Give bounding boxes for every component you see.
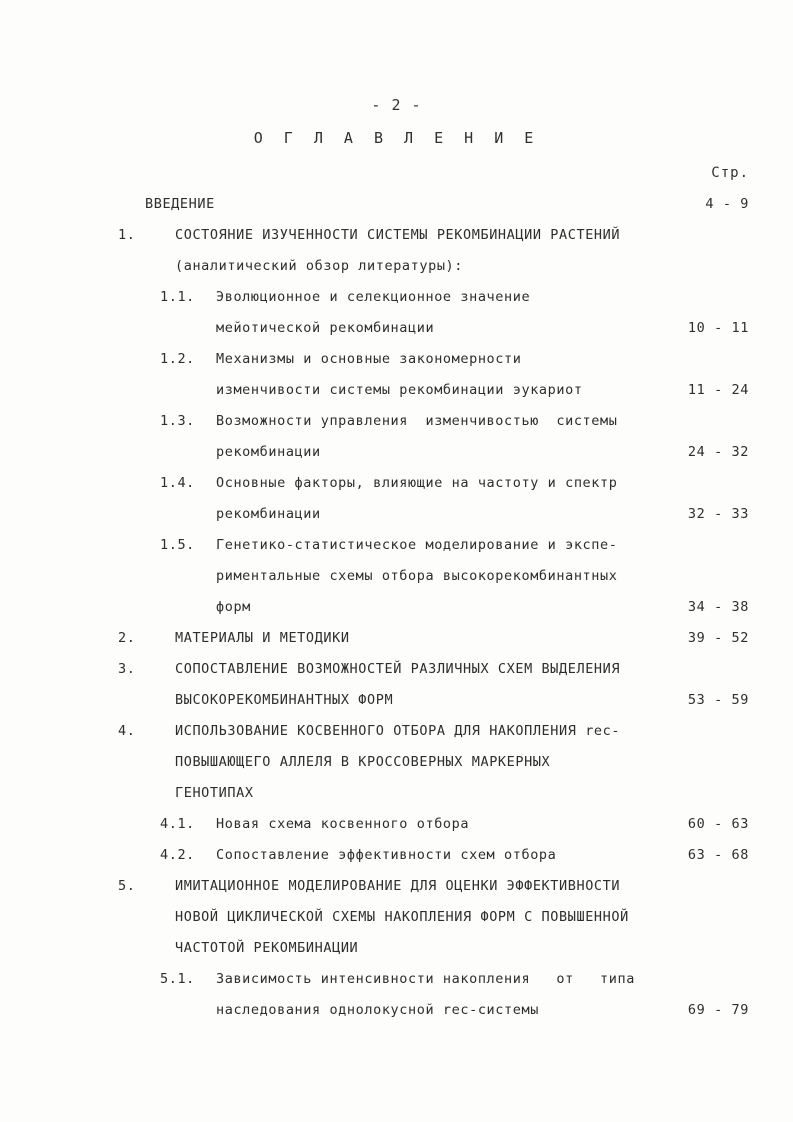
toc-entry-title: Эволюционное и селекционное значение — [216, 289, 531, 305]
toc-entry[interactable] — [0, 382, 793, 413]
toc-entry[interactable] — [0, 692, 793, 723]
toc-entry-title: ИСПОЛЬЗОВАНИЕ КОСВЕННОГО ОТБОРА ДЛЯ НАКОПЛЕНИЯ rec- — [175, 723, 621, 739]
toc-entry[interactable] — [0, 258, 793, 289]
toc-entry[interactable] — [0, 475, 793, 506]
toc-entry-number: 4. — [118, 723, 136, 739]
toc-entry-number: 5. — [118, 878, 136, 894]
table-of-contents — [0, 196, 793, 1033]
toc-entry-number: 5.1. — [160, 971, 195, 987]
toc-entry-pages: 39 - 52 — [687, 630, 749, 646]
toc-entry-title: ЧАСТОТОЙ РЕКОМБИНАЦИИ — [175, 940, 359, 956]
toc-entry-title: (аналитический обзор литературы): — [175, 258, 464, 274]
toc-entry-title: ИМИТАЦИОННОЕ МОДЕЛИРОВАНИЕ ДЛЯ ОЦЕНКИ ЭФФЕКТИВНОСТИ — [175, 878, 621, 894]
toc-entry[interactable] — [0, 227, 793, 258]
pages-column-header: Стр. — [711, 165, 749, 181]
toc-entry-number: 1.5. — [160, 537, 195, 553]
toc-entry[interactable] — [0, 413, 793, 444]
toc-entry[interactable] — [0, 289, 793, 320]
toc-entry-title: СОПОСТАВЛЕНИЕ ВОЗМОЖНОСТЕЙ РАЗЛИЧНЫХ СХЕМ ВЫДЕЛЕНИЯ — [175, 661, 621, 677]
toc-entry-title: рекомбинации — [216, 506, 321, 522]
toc-entry[interactable] — [0, 568, 793, 599]
toc-entry-title: НОВОЙ ЦИКЛИЧЕСКОЙ СХЕМЫ НАКОПЛЕНИЯ ФОРМ С ПОВЫШЕННОЙ — [175, 909, 629, 925]
toc-entry-title: Сопоставление эффективности схем отбора — [216, 847, 557, 863]
page-number: - 2 - — [371, 96, 422, 114]
toc-entry[interactable] — [0, 196, 793, 227]
toc-entry[interactable] — [0, 785, 793, 816]
toc-entry[interactable] — [0, 506, 793, 537]
toc-entry-pages: 11 - 24 — [687, 382, 749, 398]
toc-entry-title: ГЕНОТИПАХ — [175, 785, 254, 801]
toc-entry[interactable] — [0, 878, 793, 909]
toc-entry-title: риментальные схемы отбора высокорекомбинантных — [216, 568, 618, 584]
toc-entry-pages: 34 - 38 — [687, 599, 749, 615]
toc-entry-title: рекомбинации — [216, 444, 321, 460]
toc-entry[interactable] — [0, 1002, 793, 1033]
toc-entry-title: ВЫСОКОРЕКОМБИНАНТНЫХ ФОРМ — [175, 692, 394, 708]
toc-entry-title: Зависимость интенсивности накопления от типа — [216, 971, 635, 987]
toc-entry[interactable] — [0, 754, 793, 785]
toc-entry-number: 4.1. — [160, 816, 195, 832]
toc-entry-title: СОСТОЯНИЕ ИЗУЧЕННОСТИ СИСТЕМЫ РЕКОМБИНАЦИИ РАСТЕНИЙ — [175, 227, 621, 243]
toc-entry-title: Основные факторы, влияющие на частоту и спектр — [216, 475, 618, 491]
toc-entry-number: 3. — [118, 661, 136, 677]
toc-entry-number: 1.4. — [160, 475, 195, 491]
toc-entry[interactable] — [0, 351, 793, 382]
toc-entry-title: Механизмы и основные закономерности — [216, 351, 522, 367]
toc-entry[interactable] — [0, 971, 793, 1002]
toc-entry[interactable] — [0, 599, 793, 630]
toc-entry-pages: 4 - 9 — [705, 196, 749, 212]
toc-entry-title: Генетико-статистическое моделирование и экспе- — [216, 537, 618, 553]
toc-entry-number: 1.2. — [160, 351, 195, 367]
toc-entry-number: 1.1. — [160, 289, 195, 305]
toc-entry-title: Новая схема косвенного отбора — [216, 816, 470, 832]
toc-entry-title: изменчивости системы рекомбинации эукариот — [216, 382, 583, 398]
toc-entry[interactable] — [0, 847, 793, 878]
toc-entry[interactable] — [0, 537, 793, 568]
toc-entry-number: 4.2. — [160, 847, 195, 863]
toc-entry[interactable] — [0, 940, 793, 971]
toc-entry-title: ПОВЫШАЮЩЕГО АЛЛЕЛЯ В КРОССОВЕРНЫХ МАРКЕРНЫХ — [175, 754, 551, 770]
toc-entry-pages: 63 - 68 — [687, 847, 749, 863]
toc-entry-pages: 32 - 33 — [687, 506, 749, 522]
page-title: О Г Л А В Л Е Н И Е — [253, 129, 540, 147]
toc-entry[interactable] — [0, 661, 793, 692]
toc-entry[interactable] — [0, 723, 793, 754]
toc-entry-title: мейотической рекомбинации — [216, 320, 435, 336]
toc-entry-pages: 10 - 11 — [687, 320, 749, 336]
toc-entry-pages: 69 - 79 — [687, 1002, 749, 1018]
toc-entry-title: Возможности управления изменчивостью системы — [216, 413, 618, 429]
toc-entry-number: 1.3. — [160, 413, 195, 429]
toc-entry-pages: 53 - 59 — [687, 692, 749, 708]
toc-entry-title: ВВЕДЕНИЕ — [145, 196, 215, 212]
toc-entry-title: форм — [216, 599, 251, 615]
toc-entry[interactable] — [0, 816, 793, 847]
toc-entry-title: МАТЕРИАЛЫ И МЕТОДИКИ — [175, 630, 350, 646]
toc-entry[interactable] — [0, 444, 793, 475]
toc-entry-number: 1. — [118, 227, 136, 243]
toc-entry-pages: 24 - 32 — [687, 444, 749, 460]
toc-entry[interactable] — [0, 909, 793, 940]
toc-entry-title: наследования однолокусной rec-системы — [216, 1002, 539, 1018]
toc-entry-pages: 60 - 63 — [687, 816, 749, 832]
toc-entry[interactable] — [0, 630, 793, 661]
toc-entry[interactable] — [0, 320, 793, 351]
toc-entry-number: 2. — [118, 630, 136, 646]
